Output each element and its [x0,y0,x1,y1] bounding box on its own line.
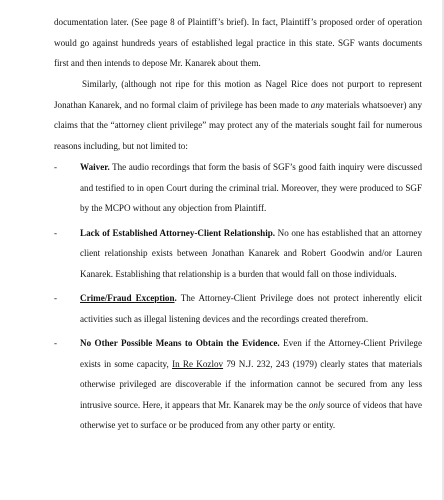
bullet-body: The Attorney-Client Privilege does not protect inherently elicit activities such as illegal listening devices and the recordings created therefrom. [80,293,422,324]
bullet-heading-end: . [174,293,177,303]
case-citation: In Re Kozlov [172,358,224,369]
similarly-paragraph [54,74,422,156]
list-item-crime-fraud [54,288,422,329]
similarly-text-part1: Similarly, (although not ripe for this motion as Nagel Rice does not purport to represent Jonathan Kanarek, and no formal claim of privilege has been made to [54,79,422,110]
bullet-dash: - [54,338,58,348]
bullet-body-part2: 79 N.J. 232, 243 (1979) clearly states that materials otherwise privileged are discoverable if the information cannot be secured from any less intrusive source. Here, it appears that Mr. Kanarek may be the [80,358,422,410]
top-paragraph-text: documentation later. (See page 8 of Plaintiff’s brief). In fact, Plaintiff’s proposed order of operation would go against hundreds years of established legal practice in this state. SGF wants documents first and then intends to depose Mr. Kanarek about them. [54,17,422,68]
bullet-heading: Lack of Established Attorney-Client Relationship. [80,227,276,238]
bullet-heading: No Other Possible Means to Obtain the Evidence. [80,338,280,348]
bullet-heading: Waiver. [80,162,110,172]
similarly-text-part2: materials whatsoever) any claims that the “attorney client privilege” may protect any of the materials sought fail for numerous reasons including, but not limited to: [54,99,423,151]
bullet-dash: - [54,293,58,303]
bullet-emphasis: only [308,399,325,410]
list-item-attorney-client [54,223,422,285]
list-item-waiver [54,157,422,219]
bullet-dash: - [54,227,58,238]
bullet-body: The audio recordings that form the basis of SGF’s good faith inquiry were discussed and testified to in open Court during the criminal trial. Moreover, they were produced to SGF by the MCPO without any objection from Plaintiff. [80,162,422,213]
similarly-emphasis: any [310,99,324,110]
list-item-no-other-means [54,333,422,436]
bullet-body-part1: Even if the Attorney-Client Privilege exists in some capacity, [80,338,422,369]
bullet-dash: - [54,162,58,172]
top-paragraph [54,12,422,74]
bullet-body-part3: source of videos that have otherwise yet to surface or be produced from any other party or entity. [80,399,422,430]
bullet-heading: Crime/Fraud Exception [80,293,175,303]
argument-list [54,157,422,440]
bullet-body: No one has established that an attorney client relationship exists between Jonathan Kanarek and Robert Goodwin and/or Lauren Kanarek. Establishing that relationship is a burden that would fall on those individuals. [80,227,422,279]
